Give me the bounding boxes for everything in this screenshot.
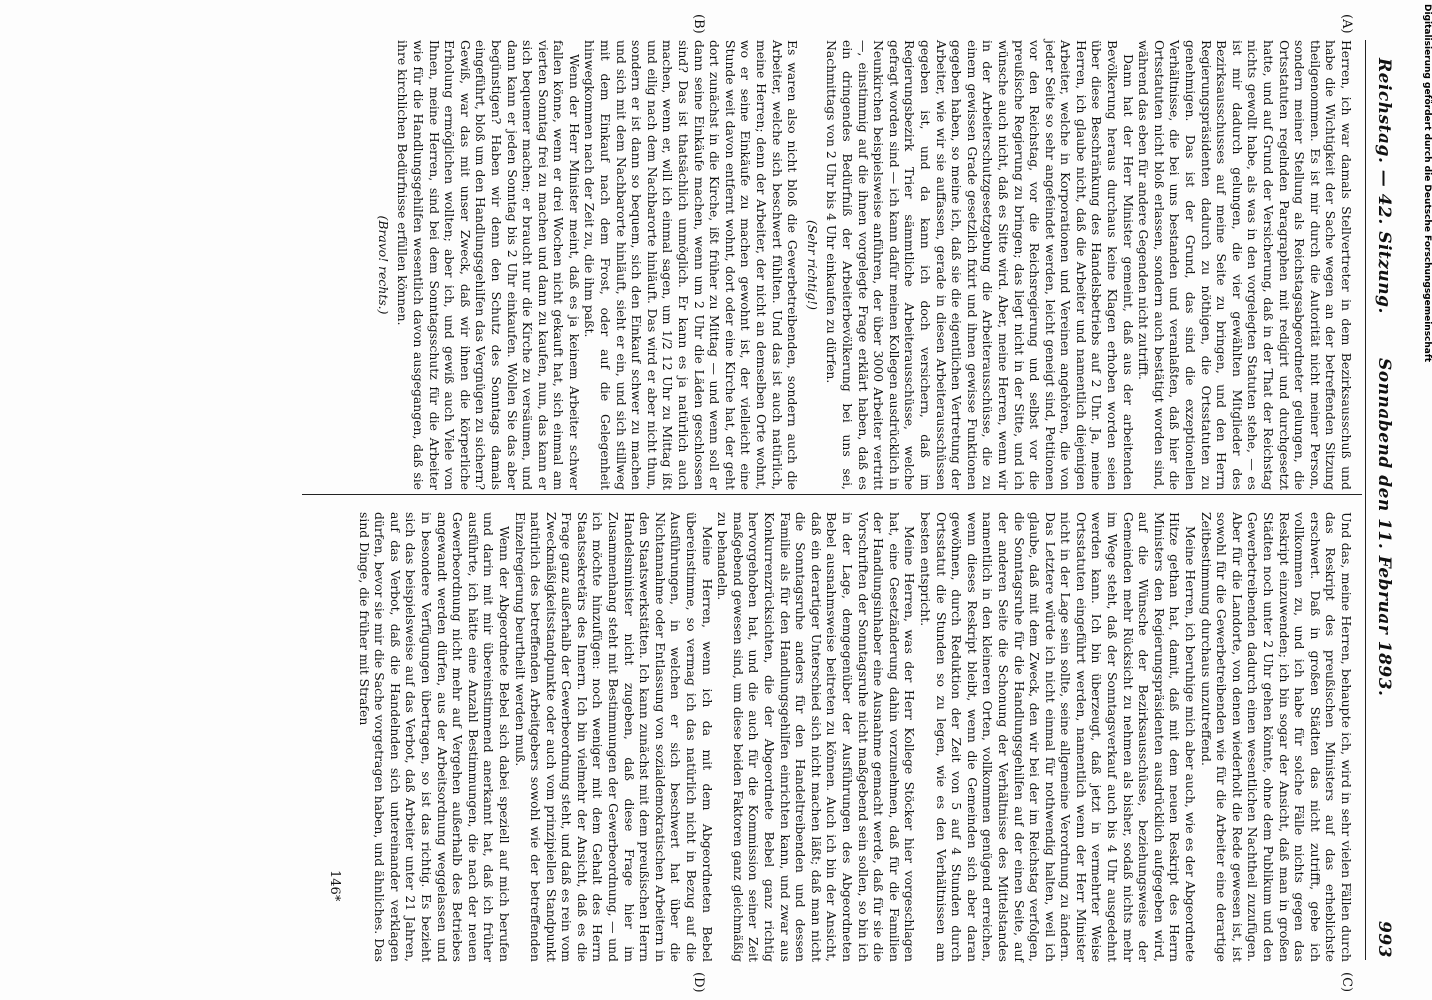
header-rule: [1365, 40, 1366, 960]
right-column: [356, 512, 1354, 962]
paragraph: Meine Herren, wenn ich da mit dem Abgeordneten Bebel übereinstimme, so vermag ich das natürlich nicht in Bezug auf die Ausführungen, in welchen er sich beschwert hat über die Nichtannahme oder Entlassung von sozialdemokratischen Arbeitern in den Staatswerkstätten. Ich kann zunächst mit dem preußischen Herrn Handelsminister nicht zugeben, daß diese Frage hier im Zusammenhang steht mit Bestimmungen der Gewerbeordnung, — und ich möchte hinzufügen: noch weniger mit dem Gehalt des Herrn Staatssekretärs des Innern. Ich bin vielmehr der Ansicht, daß es die Frage ganz außerhalb der Gewerbeordnung steht, und daß es rein vom Zweckmäßigkeitsstandpunkte oder auch vom prinzipiellen Standpunkt natürlich des betreffenden Arbeitgebers sowohl wie der betreffenden Einzelregierung beurtheilt werden muß.: [512, 512, 715, 962]
paragraph: Meine Herren, ich beruhige mich aber auch, wie es der Abgeordnete Hitze gethan hat, damit, daß mit dem neuen Reskript des Herrn Ministers den Regierungspräsidenten ausdrücklich aufgegeben wird, auf die Wünsche der Bezirksausschüsse, beziehungsweise der Gemeinden mehr Rücksicht zu nehmen als bisher, sodaß nichts mehr im Wege steht, daß der Sonntagsverkauf auch bis 4 Uhr ausgedehnt werden kann. Ich bin überzeugt, daß jetzt in vermehrter Weise Ortsstatuten eingeführt werden, namentlich wenn der Herr Minister nicht in der Lage sein sollte, seine allgemeine Verordnung zu ändern. Das Letztere würde ich nicht einmal für nothwendig halten, weil ich glaube, daß mit dem Zweck, den wir bei der im Reichstag verfolgen, die Sonntagsruhe für die Handlungsgehilfen auf der einen Seite, auf der anderen Seite die Schonung der Verhältnisse des Mittelstandes namentlich in den kleineren Orten, vollkommen genügend erreichen, wenn dieses Reskript bleibt, wenn die Gemeinden sich aber daran gewöhnen, durch Reduktion der Zeit von 5 auf 4 Stunden durch Ortsstatut die Stunden so zu legen, wie es den Verhältnissen am besten entspricht.: [917, 512, 1199, 962]
column-divider: [302, 494, 1362, 495]
paragraph: Wenn der Abgeordnete Bebel sich dabei speziell auf mich berufen und darin mit mir übereinstimmend anerkannt hat, daß ich früher ausführte, ich hätte eine Anzahl Bestimmungen, die nach der neuen Gewerbeordnung nicht mehr auf Vergehen außerhalb des Betriebes angewandt werden dürfen, aus der Arbeitsordnung weggelassen und in besondere Verfügungen übertragen, so ist das richtig. Es bezieht sich das beispielsweise auf das Verbot, daß Arbeiter unter 21 Jahren, auf das Verbot, daß die Handelnden sich untereinander verklagen dürfen, bevor sie mir die Sache vorgetragen haben, und ähnliches. Das sind Dinge, die früher mit Strafen: [356, 512, 512, 962]
header-session: Reichstag. — 42. Sitzung.: [1374, 58, 1394, 314]
interjection: (Bravo! rechts.): [375, 215, 391, 315]
paragraph: Dann hat der Herr Minister gemeint, daß aus der arbeitenden Bevölkerung heraus durchaus keine Klagen erhoben worden seien über diese Beschränkung des Handelsbetriebs auf 2 Uhr. Ja, meine Herren, ich glaube nicht, daß die Arbeiter und namentlich diejenigen Arbeiter, welche in Korporationen und Vereinen angehören, die von jeder Seite so sehr angefeindet werden, leicht geneigt sind, Petitionen vor den Reichstag, vor die Reichsregierung und selbst vor die preußische Regierung zu bringen; das liegt nicht in der Sitte, und ich wünsche auch nicht, daß es Sitte wird. Aber, meine Herren, wenn wir in der Arbeiterschutzgesetzgebung die Arbeiterausschüsse, die zu einem gewissen Grade gesetzlich fixirt und ihnen gewisse Funktionen gegeben haben, so meine ich, daß sie die eigentlichen Vertretung der Arbeiter, wie wir sie auffassen, gerade in diesen Arbeiterausschüssen gegeben ist, und da kann ich doch versichern, daß im Regierungsbezirk Trier sämmtliche Arbeiterausschüsse, welche gefragt worden sind — ich kann dafür meinen Kollegen ausdrücklich in Neunkirchen beispielsweise anführen, der über 3000 Arbeiter vertritt —, einstimmig auf die ihnen vorgelegte Frage erklärt haben, daß es ein dringendes Bedürfniß der Arbeiterbevölkerung bei uns sei, Nachmittags von 2 Uhr bis 4 Uhr einkaufen zu dürfen.: [824, 40, 1136, 490]
paragraph: Wenn der Herr Minister meint, daß es ja keinem Arbeiter schwer fallen könne, wenn er drei Wochen nicht gekauft hat, sich einmal am vierten Sonntag frei zu machen und dann zu kaufen, nun, das kann er sich bequemer machen; er braucht nur die Kirche zu versäumen, und dann kann er jeden Sonntag bis 2 Uhr einkaufen. Wollen Sie das aber begünstigen? Haben wir denn den Schutz des Sonntags damals eingeführt, bloß um den Handlungsgehilfen das Vergnügen zu sichern? Gewiß, war das mit unser Zweck, daß wir ihnen die körperliche Erholung ermöglichen wollten; aber ich, und gewiß auch Viele von Ihnen, meine Herren, sind bei dem Sonntagsschutz für die Arbeiter wie für die Handlungsgehilfen wesentlich davon ausgegangen, daß sie ihre kirchlichen Bedürfnisse erfüllen können.: [395, 40, 582, 490]
margin-marker-d: (D): [691, 972, 706, 993]
paragraph: Es waren also nicht bloß die Gewerbetreibenden, sondern auch die Arbeiter, welche sich beschwert fühlten. Und das ist auch natürlich, meine Herren; denn der Arbeiter, der nicht an demselben Orte wohnt, wo er seine Einkäufe zu machen gewohnt ist, der vielleicht eine Stunde weit davon entfernt wohnt, dort oder eine Kirche hat, der geht dort zunächst in die Kirche, ißt früher zu Mittag — und wenn soll er dann seine Einkäufe machen, wenn um 2 Uhr die Läden geschlossen sind? Das ist thatsächlich unmöglich. Er kann es ja natürlich auch machen, wenn er, will ich einmal sagen, um 1/2 12 Uhr zu Mittag ißt und eilig nach dem Nachbarorte hinläuft. Das wird er aber nicht thun, sondern er ist dann so bequem, sich den Einkauf schwer zu machen und sich mit dem Nachbarorte hinläuft, sieht er ein, und sich stillweg mit dem Einkauf nach dem Frost, oder auf die Gelegenheit hinwegkommen nach der Zeit zu, die ihm paßt.: [582, 40, 801, 490]
page-header: [1364, 28, 1404, 968]
interjection: (Sehr richtig!): [804, 220, 820, 310]
credit-text: Digitalisierung gefördert durch die Deutsche Forschungsgemeinschaft: [1422, 4, 1432, 363]
digitization-credit: [1420, 4, 1432, 564]
header-page-number: 993: [1374, 921, 1394, 958]
margin-marker-c: (C): [1339, 972, 1354, 993]
paragraph: Herren, ich war damals Stellvertreter in dem Bezirksausschuß und habe die Wichtigkeit der Sache wegen an der betreffenden Sitzung theilgenommen. Es ist mir durch die Autorität nicht meiner Person, sondern meiner Stellung als Reichstagsabgeordneter gelungen, die Ortsstatuten regelnden Paragraphen mit redigirt und durchgesetzt hatte, und auf Grund der Versicherung, daß in der That der Reichstag nichts gewollt habe, als was in den vorgelegten Statuten stehe, — es ist mir dadurch gelungen, die vier gewählten Mitglieder des Bezirksausschusses auf meine Seite zu bringen, und den Herrn Regierungspräsidenten dadurch zu nöthigen, die Ortsstatuten zu genehmigen. Das ist der Grund, das sind die exzeptionellen Verhältnisse, die bei uns bestanden und veranlaßten, daß hier die Ortsstatuten nicht bloß erlassen, sondern auch bestätigt worden sind, während das eben für andere Gegenden nicht zutrifft.: [1136, 40, 1354, 490]
margin-marker-a: (A): [1339, 14, 1354, 34]
header-date: Sonnabend den 11. Februar 1893.: [1374, 358, 1394, 697]
margin-marker-b: (B): [691, 14, 706, 34]
paragraph: Meine Herren, was der Herr Kollege Stöcker hier vorgeschlagen hat, eine Gesetzänderung dahin vorzunehmen, daß für die Familien der Handlungsinhaber eine Ausnahme gemacht werde, daß für sie die Vorschriften der Sonntagsruhe nicht maßgebend sein sollen, so bin ich in der Lage, demgegenüber der Ausführungen des Abgeordneten Bebel ausnahmsweise beitreten zu können. Auch ich bin der Ansicht, daß ein derartiger Unterschied sich nicht machen läßt; daß man nicht die Sonntagsruhe anders für den Handeltreibenden und dessen Familie als für den Handlungsgehilfen einrichten kann, und zwar aus Konkurrenzrücksichten, die der Abgeordnete Bebel ganz richtig hervorgehoben hat, und die auch für die Kommission seiner Zeit maßgebend gewesen sind, um diese beiden Faktoren ganz gleichmäßig zu behandeln.: [715, 512, 918, 962]
signature-mark: 146*: [327, 870, 342, 902]
left-column: [371, 40, 1354, 490]
paragraph: Und das, meine Herren, behaupte ich, wird in sehr vielen Fällen durch das Reskript des preußischen Ministers auf das erheblichste erschwert. Daß in großen Städten das nicht zutrifft, gebe ich vollkommen zu, und ich habe für solche Fälle nichts gegen das Reskript einzuwenden; ich bin sogar der Ansicht, daß man in großen Städten noch unter 2 Uhr gehen könnte, ohne dem Publikum und den Gewerbetreibenden dadurch einen wesentlichen Nachtheil zuzufügen. Aber für die Landorte, von denen wiederholt die Rede gewesen ist, ist sowohl für die Gewerbetreibenden wie für die Arbeiter eine derartige Zeitbestimmung durchaus unzutreffend.: [1198, 512, 1354, 962]
